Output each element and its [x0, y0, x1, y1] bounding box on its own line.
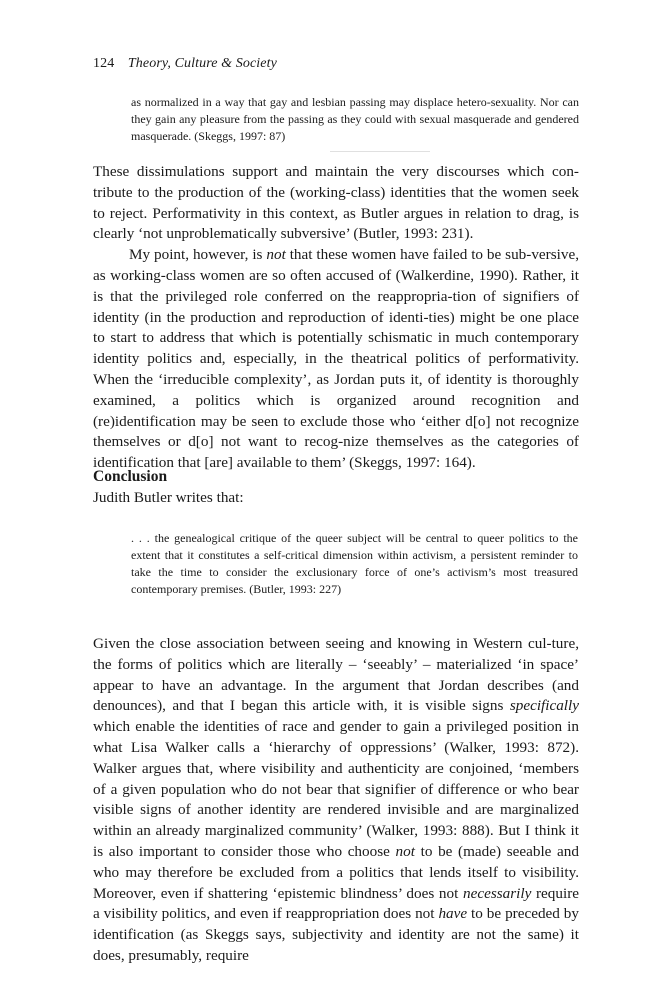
faint-rule: [330, 151, 430, 152]
section-heading-conclusion: Conclusion: [93, 468, 168, 485]
body-text: [93, 162, 579, 474]
emphasis-not: not: [266, 246, 286, 264]
paragraph-seeing-knowing: [93, 634, 579, 967]
block-quote-skeggs: as normalized in a way that gay and lesbian passing may displace hetero-sexuality. Nor can they gain any pleasure from the passing as they could with sexual masquerade and gendered masquerade. (Skeggs, 1997: 87): [131, 95, 579, 143]
text-run: require a visibility politics, and even if reappropriation does not: [93, 884, 579, 923]
text-run: My point, however, is: [129, 246, 267, 264]
text-run: Given the close association between seeing and knowing in Western cul-ture, the forms of politics which are literally – ‘seeably’ – materialized ‘in space’ appear to have an advantage. In the argument that Jordan describes (and denounces), and that I began this article with, it is visible signs: [93, 635, 579, 715]
journal-title: Theory, Culture & Society: [127, 56, 277, 71]
page-number: 124: [93, 56, 115, 71]
emphasis-not: not: [395, 842, 415, 860]
text-run: to be preceded by identification (as Skeggs says, subjectivity and identity are not the same) it does, presumably, require: [93, 905, 579, 964]
block-quote-butler: . . . the genealogical critique of the queer subject will be central to queer politics to the extent that it constitutes a self-critical dimension within activism, a persistent reminder to take the time to consider the exclusionary force of one’s activism’s most treasured contemporary premises. (Butler, 1993: 227): [131, 531, 578, 596]
paragraph-dissimulations: These dissimulations support and maintain the very discourses which con-tribute to the production of the (working-class) identities that the women seek to reject. Performativity in this context, as Butler argues in relation to drag, is clearly ‘not unproblematically subversive’ (Butler, 1993: 231).: [93, 163, 579, 243]
paragraph-my-point: [93, 245, 579, 474]
running-header: [93, 56, 277, 72]
emphasis-have: have: [438, 905, 468, 923]
text-run: which enable the identities of race and gender to gain a privileged position in what Lisa Walker calls a ‘hierarchy of oppressions’ (Walker, 1993: 872). Walker argues that, where visibility and authenticity are conjoined, ‘members of a given population who do not bear that signifier of difference or who bear visible signs of another identity are rendered invisible and are marginalized within an already marginalized community’ (Walker, 1993: 888). But I think it is also important to consider those who choose: [93, 718, 579, 860]
emphasis-specifically: specifically: [509, 697, 579, 715]
emphasis-necessarily: necessarily: [463, 884, 532, 902]
conclusion-intro: Judith Butler writes that:: [93, 489, 244, 506]
text-run: to be (made) seeable and who may therefore be excluded from a politics that lends itself to visibility. Moreover, even if shattering ‘epistemic blindness’ does not: [93, 842, 579, 902]
text-run: that these women have failed to be sub-versive, as working-class women are so often accused of (Walkerdine, 1990). Rather, it is that the privileged role conferred on the reappropria-tion of signifiers of identity (in the production and reproduction of identi-ties) might be one place to start to address that which is potentially schismatic in much contemporary identity politics and, especially, in the theatrical politics of performativity. When the ‘irreducible complexity’, as Jordan puts it, of identity is thoroughly examined, a politics which is organized around recognition and (re)identification may be seen to exclude those who ‘either d[o] not recognize themselves or d[o] not want to recog-nize themselves as the categories of identification that [are] available to them’ (Skeggs, 1997: 164).: [93, 246, 579, 472]
